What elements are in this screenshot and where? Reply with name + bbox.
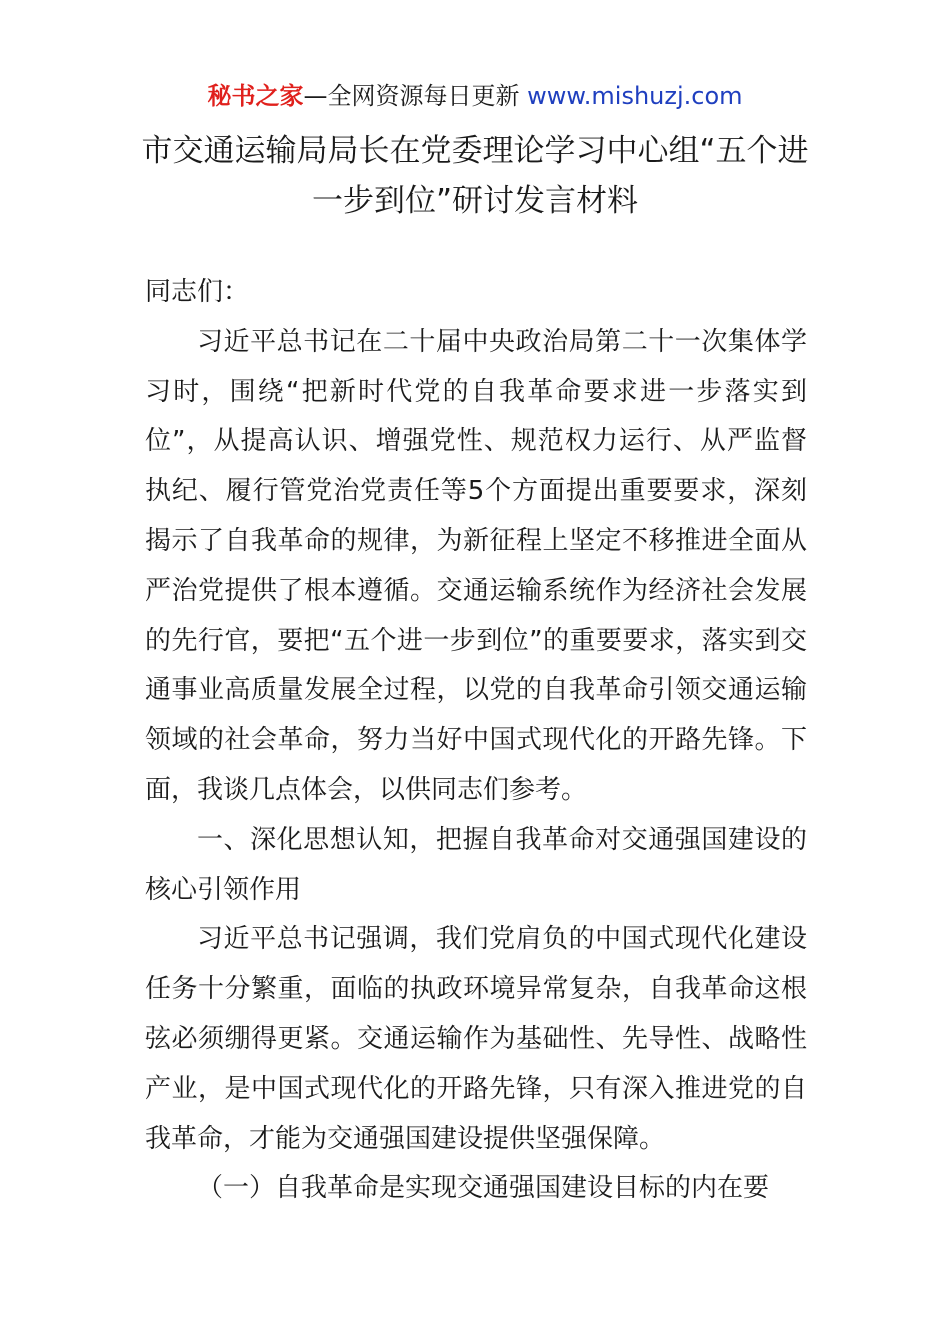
document-body [145,268,807,1214]
site-tagline: —全网资源每日更新 [303,82,528,110]
body-paragraph-section-1: 习近平总书记强调，我们党肩负的中国式现代化建设任务十分繁重，面临的执政环境异常复杂，自我革命这根弦必须绷得更紧。交通运输作为基础性、先导性、战略性产业，是中国式现代化的开路先锋，只有深入推进党的自我革命，才能为交通强国建设提供坚强保障。 [145,924,807,1154]
body-paragraph-intro: 习近平总书记在二十届中央政治局第二十一次集体学习时，围绕“把新时代党的自我革命要求进一步落实到位”，从提高认识、增强党性、规范权力运行、从严监督执纪、履行管党治党责任等5个方面提出重要要求，深刻揭示了自我革命的规律，为新征程上坚定不移推进全面从严治党提供了根本遵循。交通运输系统作为经济社会发展的先行官，要把“五个进一步到位”的重要要求，落实到交通事业高质量发展全过程，以党的自我革命引领交通运输领域的社会革命，努力当好中国式现代化的开路先锋。下面，我谈几点体会，以供同志们参考。 [145,326,807,805]
section-heading-1: 一、深化思想认知，把握自我革命对交通强国建设的核心引领作用 [145,824,807,905]
salutation: 同志们： [145,277,250,307]
document-title: 市交通运输局局长在党委理论学习中心组“五个进一步到位”研讨发言材料 [141,133,809,219]
site-url-link[interactable]: www.mishuzj.com [527,82,743,110]
subsection-heading-1: （一）自我革命是实现交通强国建设目标的内在要 [197,1173,770,1204]
site-brand: 秘书之家 [207,82,304,110]
site-header [0,80,950,112]
